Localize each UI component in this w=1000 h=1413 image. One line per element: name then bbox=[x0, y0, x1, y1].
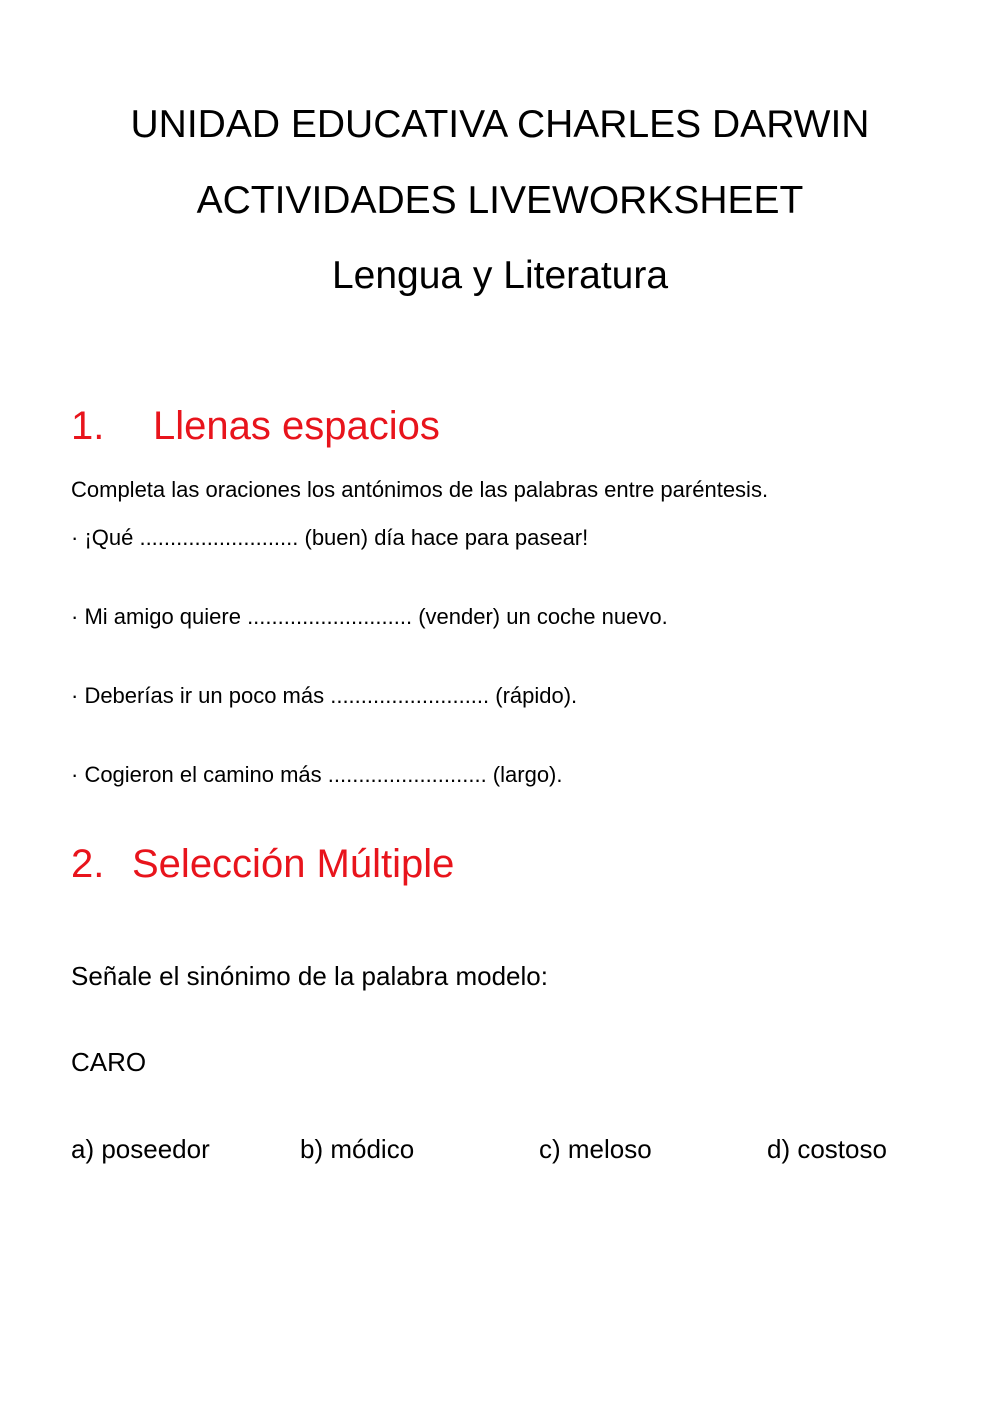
section1-number: 1. bbox=[71, 404, 105, 448]
option-c[interactable]: c) meloso bbox=[539, 1134, 652, 1164]
section1-heading bbox=[71, 402, 440, 450]
section2-heading bbox=[71, 840, 454, 888]
fill-blank-sentence[interactable]: · Deberías ir un poco más .......................... (rápido). bbox=[71, 683, 578, 708]
section2-number: 2. bbox=[71, 842, 105, 886]
fill-blank-sentence[interactable]: · Cogieron el camino más .......................... (largo). bbox=[71, 762, 563, 787]
activity-title: ACTIVIDADES LIVEWORKSHEET bbox=[196, 179, 804, 222]
option-d[interactable]: d) costoso bbox=[767, 1134, 887, 1164]
section1-title: Llenas espacios bbox=[153, 404, 440, 448]
fill-blank-sentence[interactable]: · Mi amigo quiere ........................... (vender) un coche nuevo. bbox=[71, 604, 668, 629]
fill-blank-sentence[interactable]: · ¡Qué .......................... (buen) día hace para pasear! bbox=[71, 525, 589, 550]
option-a[interactable]: a) poseedor bbox=[71, 1134, 210, 1164]
section2-instruction: Señale el sinónimo de la palabra modelo: bbox=[71, 961, 548, 991]
model-word: CARO bbox=[71, 1047, 147, 1077]
section1-instruction: Completa las oraciones los antónimos de las palabras entre paréntesis. bbox=[71, 477, 769, 502]
subject-title: Lengua y Literatura bbox=[331, 254, 669, 297]
option-b[interactable]: b) módico bbox=[300, 1134, 415, 1164]
school-name: UNIDAD EDUCATIVA CHARLES DARWIN bbox=[130, 103, 870, 146]
section2-title: Selección Múltiple bbox=[132, 842, 455, 886]
